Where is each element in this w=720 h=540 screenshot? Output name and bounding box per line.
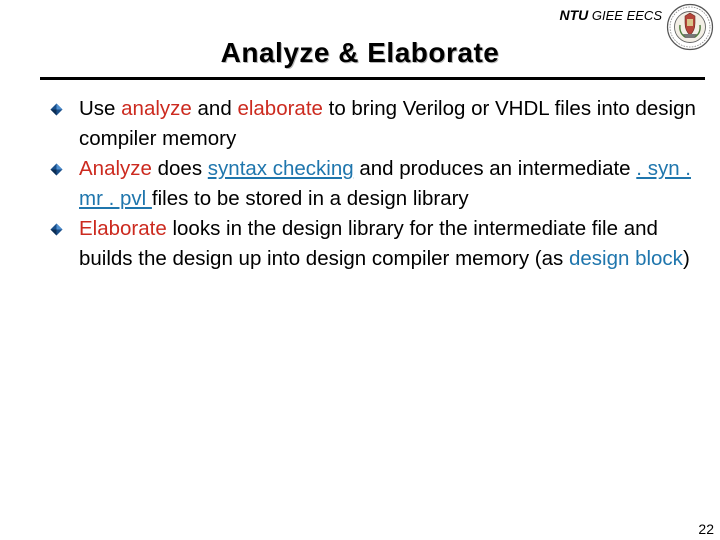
bullet-list [50,94,700,274]
bullet-item [50,154,700,214]
slide-title: Analyze & Elaborate [220,37,500,68]
header-org-bold: NTU [559,7,589,23]
bullet-text: to bring Verilog or VHDL files into design compiler memory [79,97,696,150]
term-file-extensions: . syn . mr . pvl [79,157,691,210]
bullet-item [50,94,700,154]
bullet-text: files to be stored in a design library [151,187,469,210]
keyword-analyze: analyze [121,97,192,120]
term-design-block: design block [568,247,683,270]
bullet-text: looks in the design library for the intermediate file and builds the design up into design compiler memory (as [79,217,658,270]
page-number: 22 [698,521,714,537]
university-seal-icon [666,3,714,51]
header-org-rest: GIEE EECS [588,8,662,23]
bullet-text: Use [79,97,122,120]
diamond-bullet-icon [50,223,63,236]
title-divider [40,77,705,80]
bullet-text: and produces an intermediate [353,157,637,180]
keyword-elaborate: Elaborate [79,217,167,240]
term-syntax-checking: syntax checking [207,157,354,180]
bullet-text: ) [682,247,690,270]
header-org-tag [480,7,662,23]
bullet-item [50,214,700,274]
diamond-bullet-icon [50,103,63,116]
diamond-bullet-icon [50,163,63,176]
bullet-text: and [191,97,238,120]
bullet-text: does [151,157,208,180]
keyword-elaborate: elaborate [237,97,323,120]
keyword-analyze: Analyze [79,157,152,180]
